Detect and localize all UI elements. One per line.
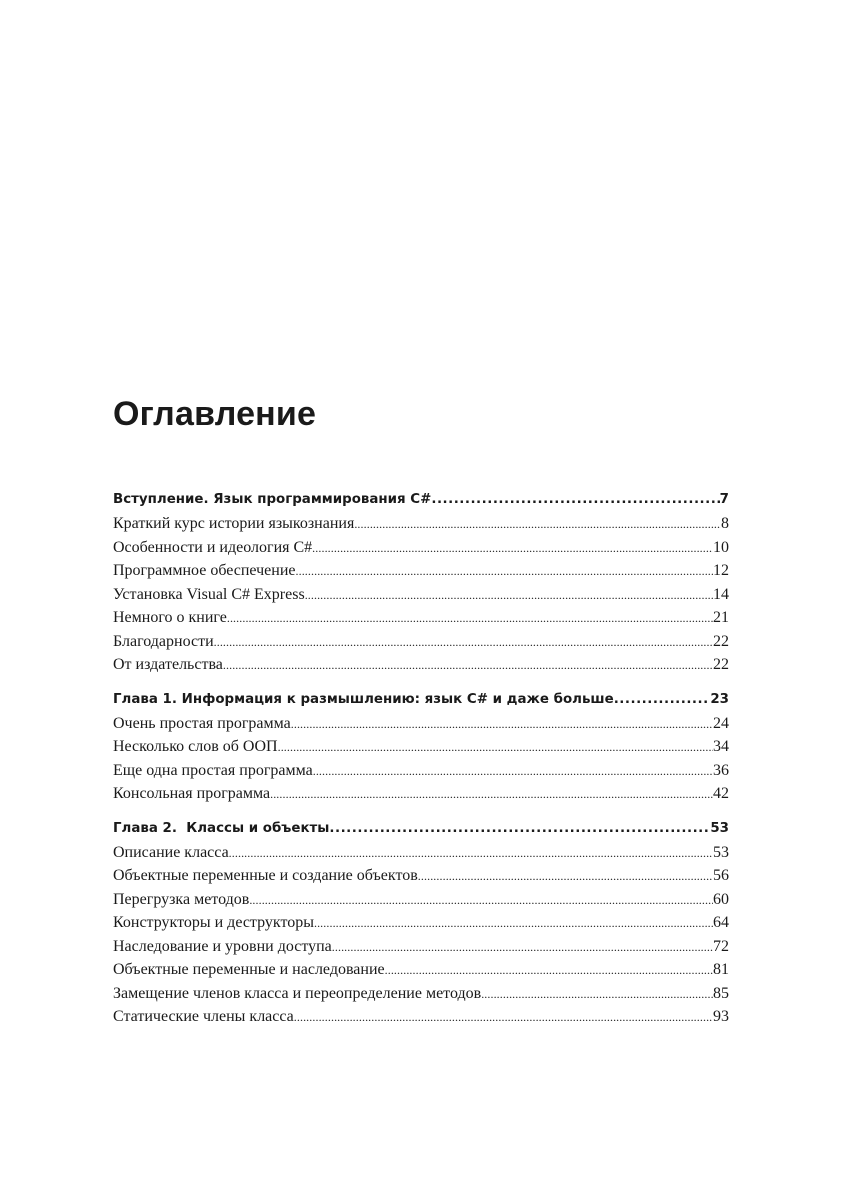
page-number: 7 bbox=[719, 492, 729, 507]
page-number: 36 bbox=[713, 761, 729, 779]
toc-entry-title: Конструкторы и деструкторы bbox=[113, 914, 314, 931]
page-number: 60 bbox=[713, 890, 729, 908]
toc-entry-title: Особенности и идеология C# bbox=[113, 538, 313, 556]
toc-entry-title: Краткий курс истории языкознания bbox=[113, 515, 355, 532]
dot-leader bbox=[312, 536, 713, 560]
dot-leader bbox=[249, 888, 713, 912]
page-number: 8 bbox=[721, 515, 729, 532]
toc-chapter-entry[interactable] bbox=[113, 488, 729, 512]
page-number: 42 bbox=[713, 785, 729, 802]
toc-entry[interactable] bbox=[113, 935, 729, 959]
dot-leader bbox=[431, 488, 719, 512]
toc-entry-title: Очень простая программа bbox=[113, 714, 291, 732]
page-number: 21 bbox=[713, 609, 729, 626]
dot-leader bbox=[294, 1005, 713, 1029]
toc-entry[interactable] bbox=[113, 536, 729, 560]
toc-entry[interactable] bbox=[113, 864, 729, 888]
page-number: 10 bbox=[713, 538, 729, 556]
dot-leader bbox=[305, 583, 713, 607]
toc-entry[interactable] bbox=[113, 712, 729, 736]
toc-entry[interactable] bbox=[113, 841, 729, 865]
toc-entry[interactable] bbox=[113, 958, 729, 982]
page-number: 93 bbox=[713, 1008, 729, 1025]
toc-chapter-title: Глава 2. Классы и объекты bbox=[113, 820, 330, 836]
page-title: Оглавление bbox=[113, 395, 317, 433]
toc-entry-title: Статические члены класса bbox=[113, 1008, 294, 1025]
toc-section-chapter-2 bbox=[113, 817, 729, 1029]
toc-chapter-title: Вступление. Язык программирования C# bbox=[113, 492, 432, 507]
toc-chapter-title: Глава 1. Информация к размышлению: язык C# и даже больше bbox=[113, 691, 614, 707]
page-number: 22 bbox=[713, 656, 729, 673]
toc-entry[interactable] bbox=[113, 911, 729, 935]
page-number: 34 bbox=[713, 738, 729, 755]
dot-leader bbox=[227, 606, 713, 630]
toc-entry[interactable] bbox=[113, 583, 729, 607]
toc-entry-title: Программное обеспечение bbox=[113, 562, 296, 579]
dot-leader bbox=[313, 759, 713, 783]
toc-entry[interactable] bbox=[113, 630, 729, 654]
toc-entry-title: Несколько слов об ООП bbox=[113, 738, 278, 755]
toc-entry[interactable] bbox=[113, 782, 729, 806]
dot-leader bbox=[314, 911, 713, 935]
page-number: 14 bbox=[713, 585, 729, 603]
page-number: 53 bbox=[713, 843, 729, 861]
page-number: 64 bbox=[713, 914, 729, 931]
toc-entry-title: Объектные переменные и наследование bbox=[113, 961, 385, 978]
page-number: 22 bbox=[713, 632, 729, 650]
toc-entry[interactable] bbox=[113, 982, 729, 1006]
toc-entry-title: Еще одна простая программа bbox=[113, 761, 313, 779]
page-number: 72 bbox=[713, 937, 729, 955]
dot-leader bbox=[332, 935, 713, 959]
page-number: 85 bbox=[713, 984, 729, 1002]
table-of-contents bbox=[113, 488, 729, 1029]
page-number: 23 bbox=[710, 691, 729, 707]
page-number: 12 bbox=[713, 562, 729, 579]
toc-entry-title: Замещение членов класса и переопределение методов bbox=[113, 984, 482, 1002]
page-number: 53 bbox=[710, 820, 729, 836]
toc-entry-title: Наследование и уровни доступа bbox=[113, 937, 332, 955]
toc-entry[interactable] bbox=[113, 1005, 729, 1029]
toc-entry-title: Установка Visual C# Express bbox=[113, 585, 305, 603]
toc-entry-title: От издательства bbox=[113, 656, 223, 673]
toc-entry-title: Немного о книге bbox=[113, 609, 227, 626]
toc-entry-title: Благодарности bbox=[113, 632, 214, 650]
dot-leader bbox=[229, 841, 713, 865]
dot-leader bbox=[481, 982, 713, 1006]
toc-entry-title: Перегрузка методов bbox=[113, 890, 250, 908]
dot-leader bbox=[329, 817, 710, 841]
toc-entry-title: Описание класса bbox=[113, 843, 229, 861]
dot-leader bbox=[223, 653, 713, 677]
toc-entry-title: Консольная программа bbox=[113, 785, 271, 802]
toc-section-intro bbox=[113, 488, 729, 677]
toc-section-chapter-1 bbox=[113, 688, 729, 806]
page-number: 56 bbox=[713, 867, 729, 884]
page-number: 81 bbox=[713, 961, 729, 978]
dot-leader bbox=[214, 630, 713, 654]
toc-entry[interactable] bbox=[113, 735, 729, 759]
dot-leader bbox=[354, 512, 721, 536]
toc-entry[interactable] bbox=[113, 606, 729, 630]
dot-leader bbox=[291, 712, 713, 736]
dot-leader bbox=[385, 958, 713, 982]
dot-leader bbox=[296, 559, 714, 583]
toc-chapter-entry[interactable] bbox=[113, 817, 729, 841]
toc-entry[interactable] bbox=[113, 888, 729, 912]
dot-leader bbox=[278, 735, 713, 759]
page-number: 24 bbox=[713, 714, 729, 732]
toc-entry[interactable] bbox=[113, 759, 729, 783]
toc-entry[interactable] bbox=[113, 512, 729, 536]
dot-leader bbox=[418, 864, 713, 888]
toc-entry[interactable] bbox=[113, 653, 729, 677]
toc-chapter-entry[interactable] bbox=[113, 688, 729, 712]
dot-leader bbox=[614, 688, 711, 712]
toc-entry-title: Объектные переменные и создание объектов bbox=[113, 867, 418, 884]
dot-leader bbox=[270, 782, 713, 806]
toc-entry[interactable] bbox=[113, 559, 729, 583]
